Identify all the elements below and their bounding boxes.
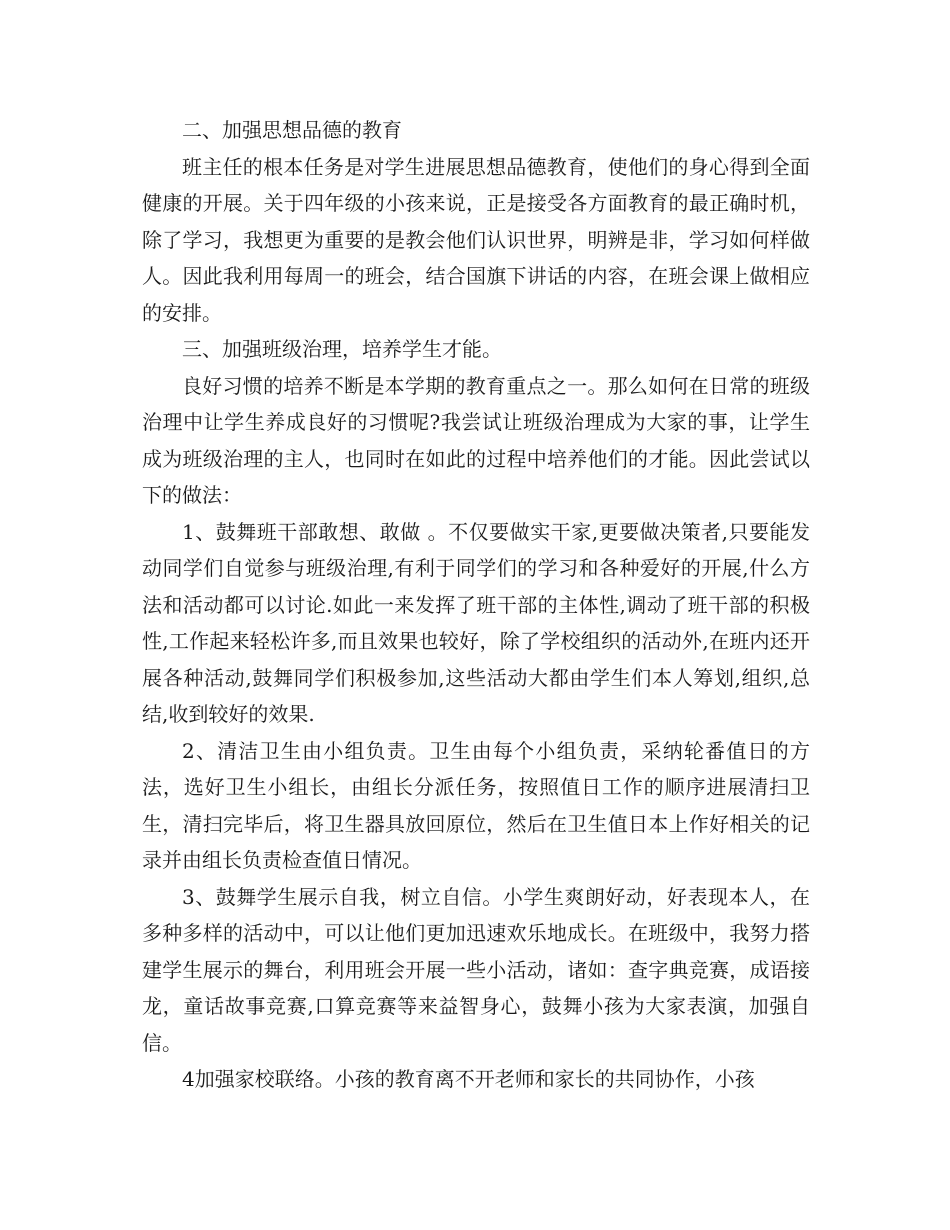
paragraph-cleaning: 2、清洁卫生由小组负责。卫生由每个小组负责，采纳轮番值日的方法，选好卫生小组长，由组长分派任务，按照值日工作的顺序进展清扫卫生，清扫完毕后，将卫生器具放回原位，然后在卫生值日本上作好相关的记录并由组长负责检查值日情况。 (142, 738, 810, 872)
heading-moral-education: 二、加强思想品德的教育 (182, 118, 402, 142)
paragraph-good-habits: 良好习惯的培养不断是本学期的教育重点之一。那么如何在日常的班级治理中让学生养成良好的习惯呢?我尝试让班级治理成为大家的事，让学生成为班级治理的主人，也同时在如此的过程中培养他们的才能。因此尝试以下的做法： (142, 373, 810, 507)
document-body (142, 112, 810, 1098)
paragraph-class-cadres: 1、鼓舞班干部敢想、敢做 。不仅要做实干家,更要做决策者,只要能发动同学们自觉参与班级治理,有利于同学们的学习和各种爱好的开展,什么方法和活动都可以讨论.如此一来发挥了班干部的主体性,调动了班干部的积极性,工作起来轻松许多,而且效果也较好，除了学校组织的活动外,在班内还开展各种活动,鼓舞同学们积极参加,这些活动大都由学生们本人筹划,组织,总结,收到较好的效果. (142, 519, 810, 726)
paragraph-moral-education: 班主任的根本任务是对学生进展思想品德教育，使他们的身心得到全面健康的开展。关于四年级的小孩来说，正是接受各方面教育的最正确时机，除了学习，我想更为重要的是教会他们认识世界，明辨是非，学习如何样做人。因此我利用每周一的班会，结合国旗下讲话的内容，在班会课上做相应的安排。 (142, 154, 810, 325)
paragraph-self-display: 3、鼓舞学生展示自我，树立自信。小学生爽朗好动，好表现本人，在多种多样的活动中，可以让他们更加迅速欢乐地成长。在班级中，我努力搭建学生展示的舞台，利用班会开展一些小活动，诸如：查字典竞赛，成语接龙，童话故事竞赛,口算竞赛等来益智身心，鼓舞小孩为大家表演，加强自信。 (142, 884, 810, 1055)
paragraph-home-school: 4加强家校联络。小孩的教育离不开老师和家长的共同协作，小孩 (182, 1067, 755, 1091)
heading-class-management: 三、加强班级治理，培养学生才能。 (182, 337, 502, 361)
